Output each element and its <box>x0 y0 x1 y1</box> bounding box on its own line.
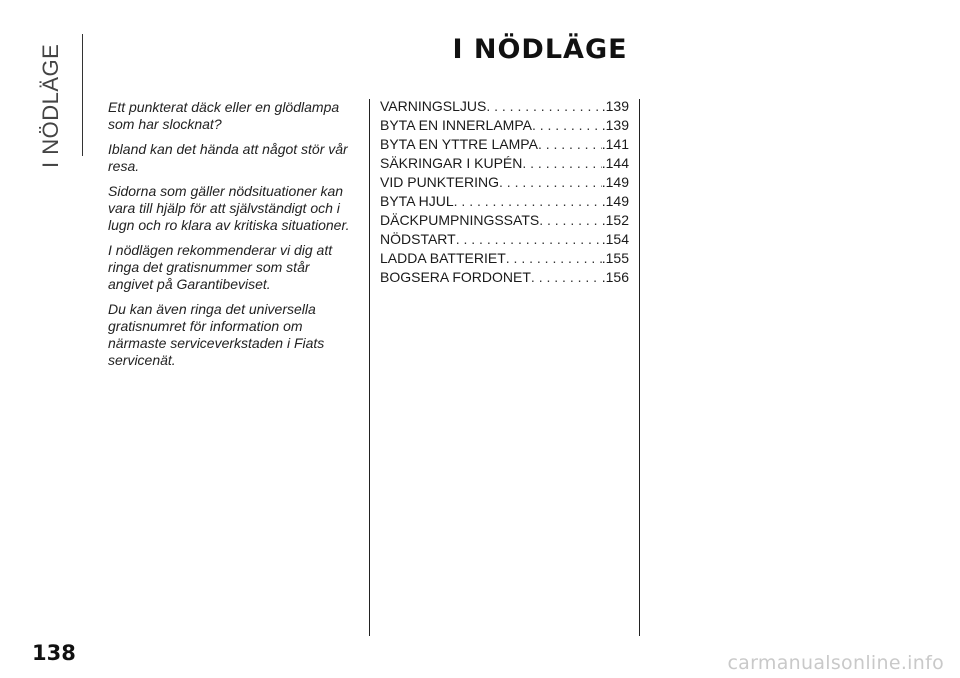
toc-label: BYTA EN INNERLAMPA <box>380 117 532 133</box>
toc-item-byta-hjul[interactable] <box>380 193 629 212</box>
toc-page: .156 <box>601 269 629 285</box>
toc-leader-dots <box>522 155 601 171</box>
toc-item-nodstart[interactable] <box>380 231 629 250</box>
intro-paragraph: Ibland kan det hända att något stör vår resa. <box>108 141 348 174</box>
toc-item-dackpumpningssats[interactable] <box>380 212 629 231</box>
toc-page: .155 <box>601 250 629 266</box>
toc-page: .141 <box>601 136 629 152</box>
toc-label: LADDA BATTERIET <box>380 250 506 266</box>
toc-item-ladda-batteriet[interactable] <box>380 250 629 269</box>
intro-paragraph: Sidorna som gäller nödsituationer kan vara till hjälp för att självständigt och i lugn och ro klara av kritiska situationer. <box>108 183 350 233</box>
toc-leader-dots <box>486 98 601 114</box>
toc-label: NÖDSTART <box>380 231 456 247</box>
watermark: carmanualsonline.info <box>727 652 944 674</box>
toc-page: .152 <box>601 212 629 228</box>
toc-leader-dots <box>456 231 602 247</box>
toc-leader-dots <box>499 174 602 190</box>
toc-label: SÄKRINGAR I KUPÉN <box>380 155 523 171</box>
intro-paragraph: I nödlägen rekommenderar vi dig att ringa det gratisnummer som står angivet på Garantibeviset. <box>108 242 333 292</box>
page-title: I NÖDLÄGE <box>452 34 628 65</box>
toc-label: VID PUNKTERING <box>380 174 500 190</box>
toc-label: BYTA HJUL <box>380 193 454 209</box>
toc-label: VARNINGSLJUS <box>380 98 487 114</box>
toc-leader-dots <box>531 269 602 285</box>
toc-page: .139 <box>601 117 629 133</box>
section-tab-rule <box>82 34 83 156</box>
toc-label: DÄCKPUMPNINGSSATS <box>380 212 540 228</box>
toc-leader-dots <box>532 117 602 133</box>
toc-leader-dots <box>538 136 602 152</box>
toc-page: .154 <box>601 231 629 247</box>
toc-item-byta-en-innerlampa[interactable] <box>380 117 629 136</box>
toc-item-sakringar-i-kupen[interactable] <box>380 155 629 174</box>
toc-page: .144 <box>601 155 629 171</box>
toc-leader-dots <box>506 250 602 266</box>
section-tab <box>34 30 84 170</box>
toc-label: BOGSERA FORDONET <box>380 269 531 285</box>
toc-item-byta-en-yttre-lampa[interactable] <box>380 136 629 155</box>
intro-paragraph: Du kan även ringa det universella gratisnumret för information om närmaste serviceverkstaden i Fiats servicenät. <box>108 301 325 368</box>
column-divider-right <box>639 99 640 636</box>
toc-leader-dots <box>539 212 602 228</box>
toc-page: .149 <box>601 174 629 190</box>
toc-item-bogsera-fordonet[interactable] <box>380 269 629 288</box>
toc-page: .139 <box>601 98 629 114</box>
page-number: 138 <box>32 641 76 665</box>
toc-item-varningsljus[interactable] <box>380 98 629 117</box>
table-of-contents <box>380 98 629 288</box>
section-tab-label: I NÖDLÄGE <box>38 43 63 168</box>
toc-label: BYTA EN YTTRE LAMPA <box>380 136 538 152</box>
toc-leader-dots <box>454 193 602 209</box>
intro-text <box>108 99 358 377</box>
toc-item-vid-punktering[interactable] <box>380 174 629 193</box>
toc-page: .149 <box>601 193 629 209</box>
intro-paragraph: Ett punkterat däck eller en glödlampa som har slocknat? <box>108 99 340 132</box>
column-divider-left <box>369 99 370 636</box>
